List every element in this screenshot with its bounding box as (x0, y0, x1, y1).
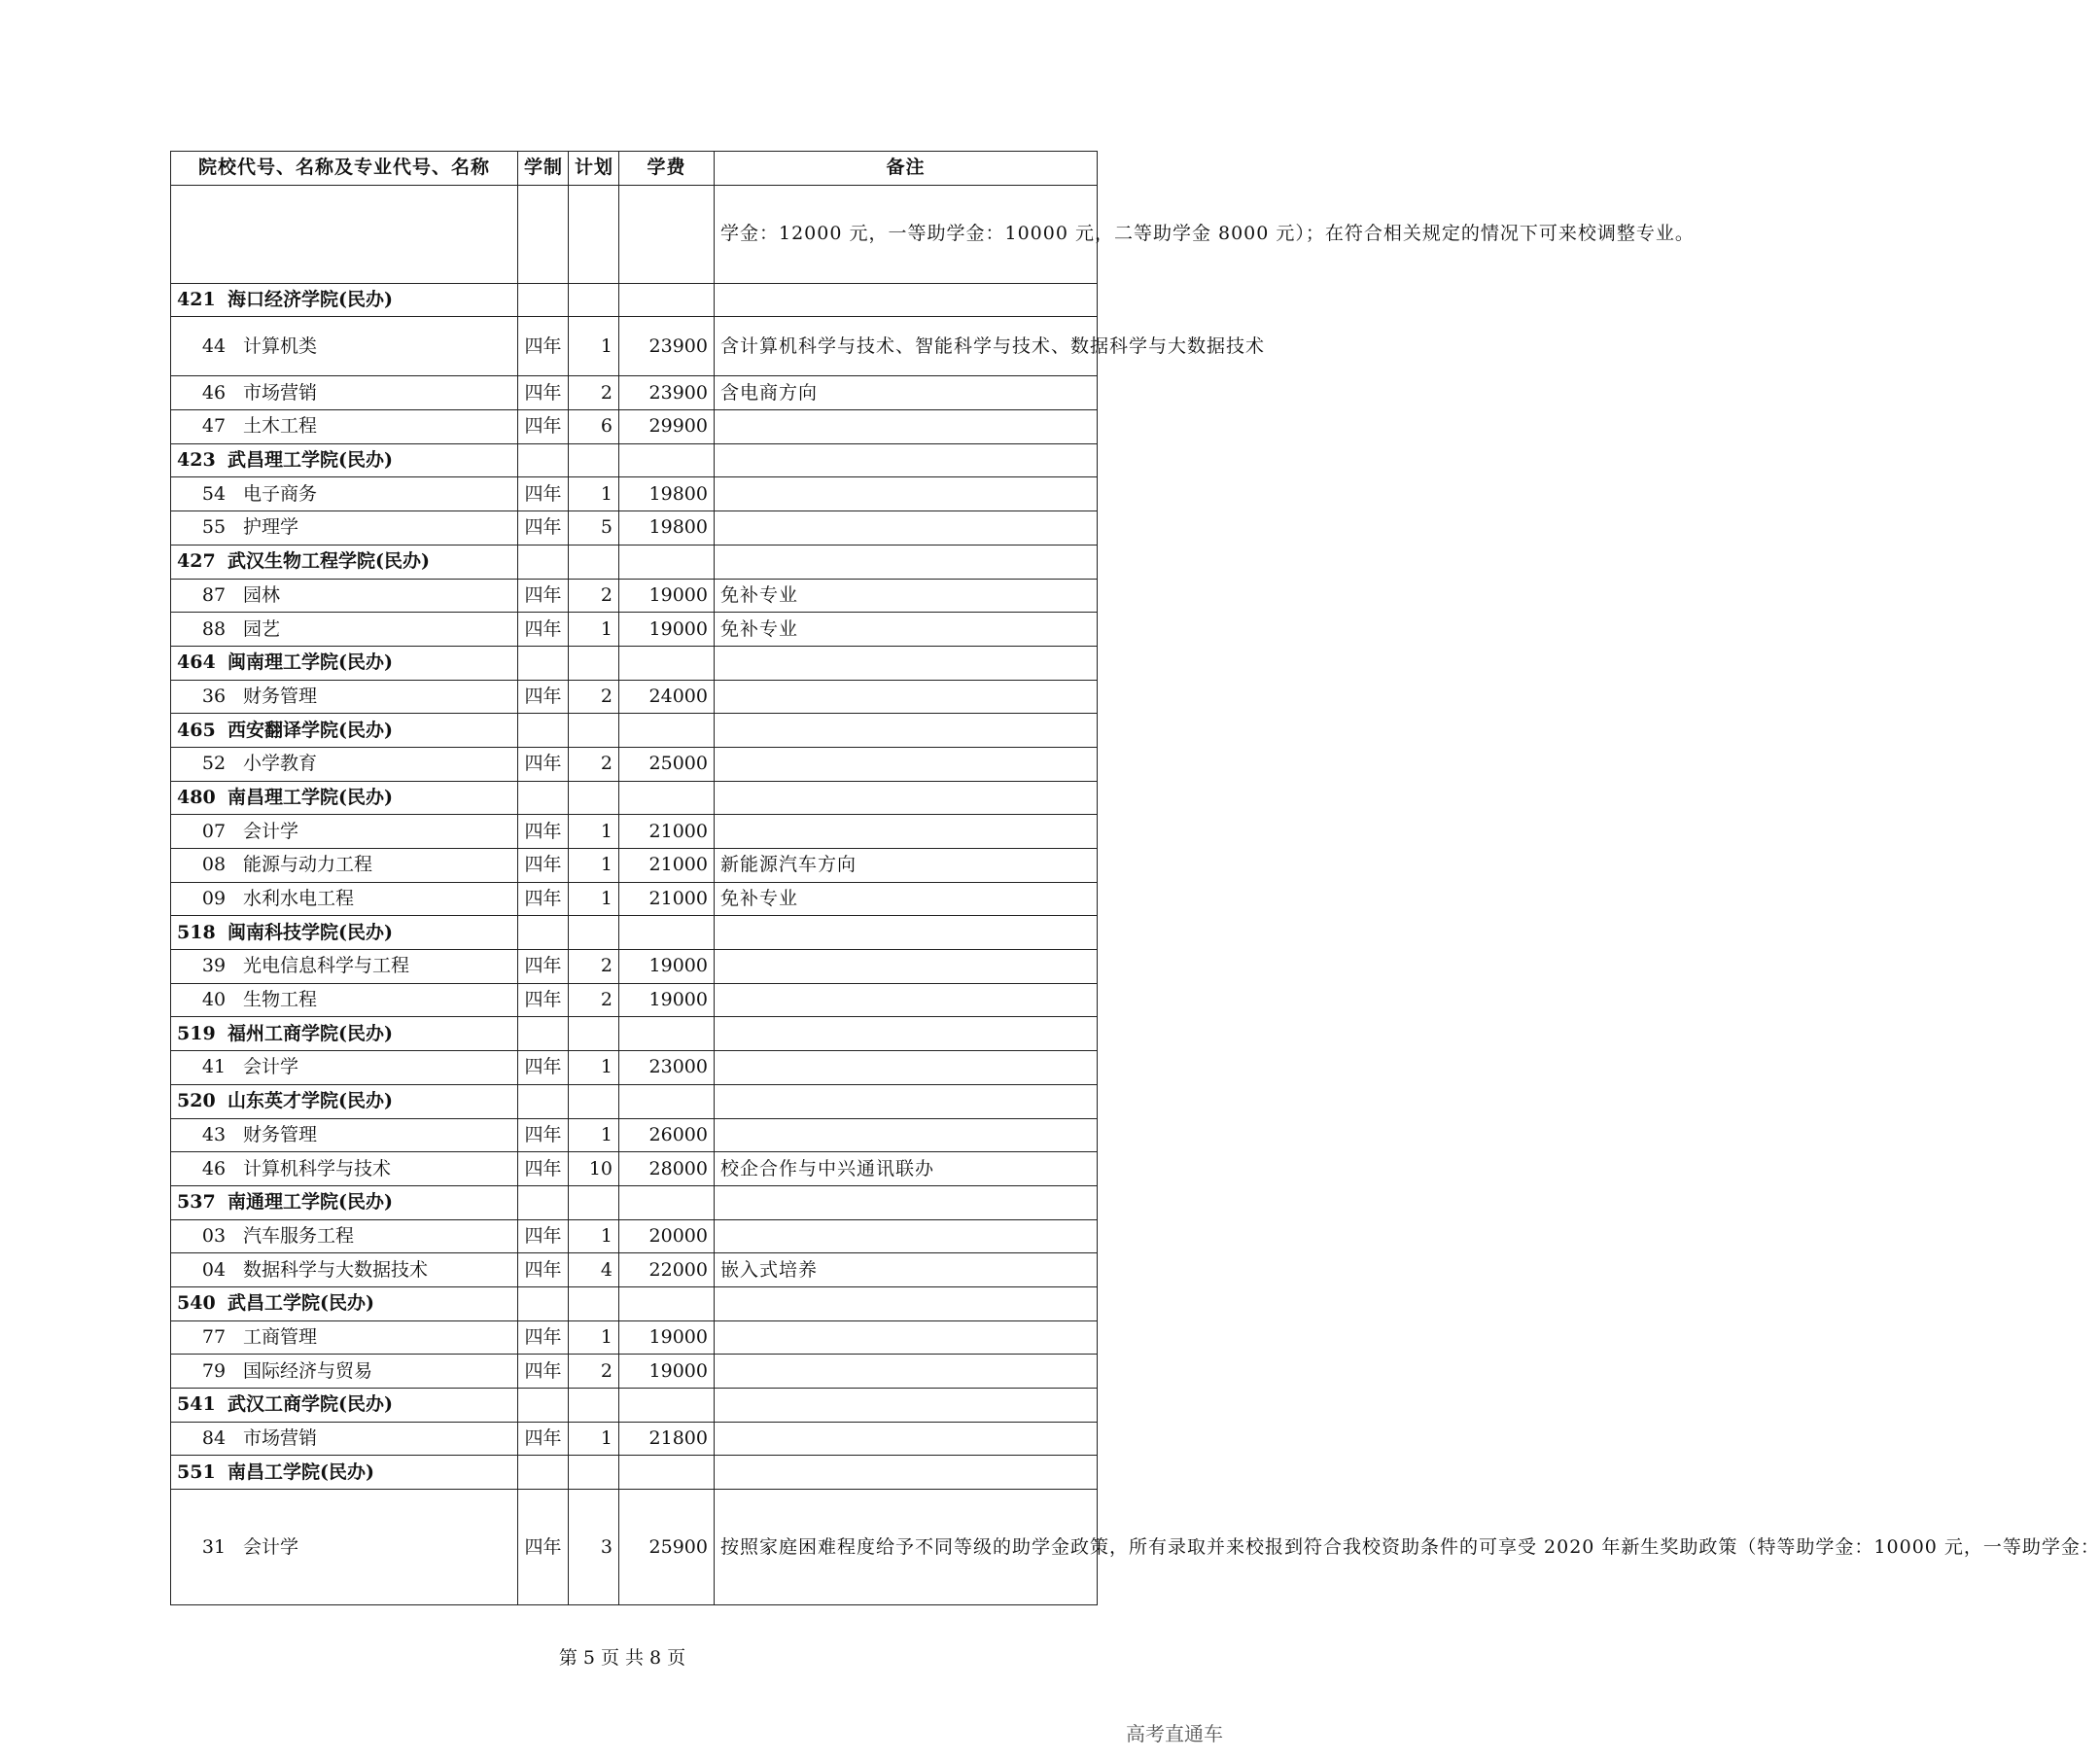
carryover-row (171, 185, 1098, 283)
major-row (171, 1320, 1098, 1355)
major-years: 四年 (518, 747, 569, 781)
major-cell (171, 579, 518, 613)
major-years: 四年 (518, 882, 569, 916)
major-plan: 1 (569, 1051, 619, 1085)
major-note: 校企合作与中兴通讯联办 (715, 1152, 1098, 1186)
major-cell (171, 747, 518, 781)
major-years: 四年 (518, 410, 569, 444)
major-code: 07 (201, 820, 227, 842)
major-row (171, 1118, 1098, 1152)
major-row (171, 376, 1098, 410)
major-name: 数据科学与大数据技术 (243, 1258, 429, 1281)
college-row (171, 1456, 1098, 1490)
major-fee: 29900 (619, 410, 715, 444)
major-note (715, 815, 1098, 849)
major-years: 四年 (518, 511, 569, 546)
major-row (171, 983, 1098, 1017)
major-cell (171, 950, 518, 984)
major-years: 四年 (518, 815, 569, 849)
major-cell (171, 317, 518, 376)
major-note (715, 747, 1098, 781)
major-fee: 19800 (619, 477, 715, 511)
college-cell (171, 545, 518, 579)
major-row (171, 680, 1098, 714)
col-header-system: 学制 (518, 152, 569, 186)
college-cell (171, 781, 518, 815)
college-code: 551 (177, 1461, 216, 1483)
major-cell (171, 1152, 518, 1186)
major-plan: 2 (569, 680, 619, 714)
major-years: 四年 (518, 1422, 569, 1456)
major-note (715, 477, 1098, 511)
major-fee: 23000 (619, 1051, 715, 1085)
major-years: 四年 (518, 849, 569, 883)
major-plan: 1 (569, 1118, 619, 1152)
major-row (171, 579, 1098, 613)
major-fee: 19000 (619, 983, 715, 1017)
major-plan: 10 (569, 1152, 619, 1186)
major-name: 护理学 (243, 516, 299, 539)
major-plan: 4 (569, 1253, 619, 1287)
major-years: 四年 (518, 680, 569, 714)
major-years: 四年 (518, 1219, 569, 1253)
major-row (171, 1422, 1098, 1456)
major-plan: 2 (569, 983, 619, 1017)
major-fee: 19000 (619, 950, 715, 984)
college-name: 海口经济学院(民办) (228, 289, 393, 311)
major-cell (171, 815, 518, 849)
major-plan: 1 (569, 815, 619, 849)
college-code: 520 (177, 1090, 216, 1112)
college-row (171, 646, 1098, 680)
major-cell (171, 1051, 518, 1085)
major-name: 会计学 (243, 820, 299, 842)
major-code: 79 (201, 1359, 227, 1382)
carryover-note: 学金：12000 元，一等助学金：10000 元，二等助学金 8000 元）；在符合相关规定的情况下可来校调整专业。 (715, 185, 1098, 283)
college-name: 南通理工学院(民办) (228, 1191, 393, 1214)
major-code: 31 (201, 1535, 227, 1558)
major-cell (171, 511, 518, 546)
college-row (171, 1084, 1098, 1118)
college-row (171, 443, 1098, 477)
page-footer: 第 5 页 共 8 页 (558, 1647, 686, 1669)
major-years: 四年 (518, 983, 569, 1017)
major-years: 四年 (518, 1051, 569, 1085)
major-name: 财务管理 (243, 685, 318, 707)
major-fee: 25900 (619, 1490, 715, 1605)
major-note: 新能源汽车方向 (715, 849, 1098, 883)
major-row (171, 613, 1098, 647)
college-code: 465 (177, 719, 216, 741)
major-plan: 1 (569, 849, 619, 883)
major-cell (171, 1490, 518, 1605)
college-name: 闽南理工学院(民办) (228, 651, 393, 674)
major-row (171, 317, 1098, 376)
major-fee: 19000 (619, 1355, 715, 1389)
major-cell (171, 376, 518, 410)
college-name: 南昌理工学院(民办) (228, 786, 393, 808)
major-code: 04 (201, 1258, 227, 1281)
major-name: 光电信息科学与工程 (243, 955, 410, 977)
major-code: 46 (201, 381, 227, 404)
major-code: 39 (201, 955, 227, 977)
college-code: 541 (177, 1393, 216, 1416)
major-code: 88 (201, 617, 227, 640)
major-years: 四年 (518, 1490, 569, 1605)
major-years: 四年 (518, 477, 569, 511)
major-row (171, 849, 1098, 883)
major-name: 能源与动力工程 (243, 854, 373, 876)
major-name: 计算机科学与技术 (243, 1157, 392, 1179)
major-row (171, 1355, 1098, 1389)
college-cell (171, 1084, 518, 1118)
major-name: 会计学 (243, 1535, 299, 1558)
major-years: 四年 (518, 317, 569, 376)
college-row (171, 714, 1098, 748)
major-name: 园林 (243, 583, 281, 606)
major-note (715, 680, 1098, 714)
major-code: 55 (201, 516, 227, 539)
major-code: 08 (201, 854, 227, 876)
major-cell (171, 849, 518, 883)
watermark: 高考直通车 (1126, 1722, 1223, 1745)
major-plan: 1 (569, 317, 619, 376)
college-code: 518 (177, 921, 216, 943)
major-plan: 1 (569, 1219, 619, 1253)
major-plan: 3 (569, 1490, 619, 1605)
col-header-fee: 学费 (619, 152, 715, 186)
major-years: 四年 (518, 613, 569, 647)
major-name: 计算机类 (243, 334, 318, 357)
major-code: 52 (201, 753, 227, 775)
college-cell (171, 916, 518, 950)
college-cell (171, 283, 518, 317)
college-name: 武汉工商学院(民办) (228, 1393, 393, 1416)
major-note (715, 1355, 1098, 1389)
major-years: 四年 (518, 1118, 569, 1152)
major-row (171, 1152, 1098, 1186)
major-name: 生物工程 (243, 989, 318, 1011)
major-fee: 23900 (619, 376, 715, 410)
major-name: 市场营销 (243, 1427, 318, 1450)
major-name: 国际经济与贸易 (243, 1359, 373, 1382)
major-fee: 25000 (619, 747, 715, 781)
major-fee: 19000 (619, 1320, 715, 1355)
major-note (715, 983, 1098, 1017)
major-code: 84 (201, 1427, 227, 1450)
major-note (715, 1320, 1098, 1355)
major-code: 09 (201, 888, 227, 910)
major-plan: 1 (569, 882, 619, 916)
major-note (715, 950, 1098, 984)
major-cell (171, 1422, 518, 1456)
major-name: 汽车服务工程 (243, 1224, 355, 1247)
college-cell (171, 1286, 518, 1320)
major-code: 44 (201, 334, 227, 357)
college-name: 闽南科技学院(民办) (228, 921, 393, 943)
major-note: 免补专业 (715, 579, 1098, 613)
major-row (171, 1253, 1098, 1287)
major-cell (171, 1355, 518, 1389)
college-code: 427 (177, 550, 216, 573)
major-note: 按照家庭困难程度给予不同等级的助学金政策，所有录取并来校报到符合我校资助条件的可享受 2020 年新生奖助政策（特等助学金：10000 元，一等助学金： (715, 1490, 1098, 1605)
college-code: 540 (177, 1292, 216, 1315)
college-name: 武昌理工学院(民办) (228, 449, 393, 472)
major-code: 36 (201, 685, 227, 707)
major-note (715, 1118, 1098, 1152)
major-fee: 21800 (619, 1422, 715, 1456)
major-name: 工商管理 (243, 1325, 318, 1348)
major-row (171, 1490, 1098, 1605)
college-row (171, 781, 1098, 815)
major-years: 四年 (518, 1320, 569, 1355)
major-row (171, 747, 1098, 781)
major-fee: 20000 (619, 1219, 715, 1253)
admission-plan-table (170, 151, 2100, 1605)
major-plan: 2 (569, 579, 619, 613)
major-row (171, 477, 1098, 511)
major-name: 电子商务 (243, 482, 318, 505)
major-name: 园艺 (243, 617, 281, 640)
major-name: 土木工程 (243, 415, 318, 438)
major-cell (171, 1118, 518, 1152)
college-cell (171, 646, 518, 680)
major-years: 四年 (518, 1152, 569, 1186)
college-row (171, 1286, 1098, 1320)
major-fee: 19000 (619, 579, 715, 613)
major-row (171, 410, 1098, 444)
major-years: 四年 (518, 1253, 569, 1287)
major-cell (171, 1253, 518, 1287)
college-name: 南昌工学院(民办) (228, 1461, 374, 1483)
major-note (715, 511, 1098, 546)
college-cell (171, 714, 518, 748)
major-note: 免补专业 (715, 882, 1098, 916)
major-code: 41 (201, 1056, 227, 1078)
major-note (715, 1219, 1098, 1253)
major-years: 四年 (518, 579, 569, 613)
major-fee: 21000 (619, 849, 715, 883)
major-plan: 1 (569, 1320, 619, 1355)
major-code: 46 (201, 1157, 227, 1179)
college-name: 西安翻译学院(民办) (228, 719, 393, 741)
college-name: 武汉生物工程学院(民办) (228, 550, 430, 573)
college-cell (171, 443, 518, 477)
major-fee: 24000 (619, 680, 715, 714)
major-plan: 2 (569, 376, 619, 410)
major-cell (171, 613, 518, 647)
college-code: 537 (177, 1191, 216, 1214)
college-row (171, 545, 1098, 579)
major-plan: 2 (569, 1355, 619, 1389)
major-plan: 5 (569, 511, 619, 546)
college-row (171, 283, 1098, 317)
major-fee: 21000 (619, 815, 715, 849)
major-years: 四年 (518, 376, 569, 410)
major-years: 四年 (518, 1355, 569, 1389)
major-note (715, 410, 1098, 444)
major-code: 47 (201, 415, 227, 438)
col-header-name: 院校代号、名称及专业代号、名称 (171, 152, 518, 186)
major-name: 财务管理 (243, 1123, 318, 1145)
major-cell (171, 882, 518, 916)
college-row (171, 1389, 1098, 1423)
college-row (171, 1185, 1098, 1219)
major-code: 40 (201, 989, 227, 1011)
major-code: 03 (201, 1224, 227, 1247)
major-name: 市场营销 (243, 381, 318, 404)
college-row (171, 916, 1098, 950)
major-name: 小学教育 (243, 753, 318, 775)
major-fee: 23900 (619, 317, 715, 376)
major-cell (171, 477, 518, 511)
major-cell (171, 1219, 518, 1253)
major-name: 会计学 (243, 1056, 299, 1078)
major-note (715, 1422, 1098, 1456)
major-code: 77 (201, 1325, 227, 1348)
college-cell (171, 1185, 518, 1219)
major-plan: 1 (569, 477, 619, 511)
major-years: 四年 (518, 950, 569, 984)
major-note: 嵌入式培养 (715, 1253, 1098, 1287)
major-fee: 26000 (619, 1118, 715, 1152)
major-name: 水利水电工程 (243, 888, 355, 910)
table-header-row (171, 152, 1098, 186)
major-cell (171, 1320, 518, 1355)
major-fee: 19000 (619, 613, 715, 647)
major-cell (171, 680, 518, 714)
major-note: 免补专业 (715, 613, 1098, 647)
table-body (171, 185, 2100, 1604)
major-code: 54 (201, 482, 227, 505)
major-row (171, 815, 1098, 849)
major-fee: 19800 (619, 511, 715, 546)
major-note (715, 1051, 1098, 1085)
major-plan: 1 (569, 613, 619, 647)
major-code: 43 (201, 1123, 227, 1145)
major-row (171, 511, 1098, 546)
college-name: 武昌工学院(民办) (228, 1292, 374, 1315)
major-row (171, 1051, 1098, 1085)
college-code: 480 (177, 786, 216, 808)
college-row (171, 1017, 1098, 1051)
college-cell (171, 1017, 518, 1051)
major-fee: 28000 (619, 1152, 715, 1186)
major-cell (171, 983, 518, 1017)
college-code: 464 (177, 651, 216, 674)
major-code: 87 (201, 583, 227, 606)
college-cell (171, 1389, 518, 1423)
major-plan: 1 (569, 1422, 619, 1456)
major-plan: 6 (569, 410, 619, 444)
major-note: 含计算机科学与技术、智能科学与技术、数据科学与大数据技术 (715, 317, 1098, 376)
major-row (171, 1219, 1098, 1253)
major-plan: 2 (569, 747, 619, 781)
college-code: 423 (177, 449, 216, 472)
college-code: 421 (177, 289, 216, 311)
college-name: 山东英才学院(民办) (228, 1090, 393, 1112)
col-header-plan: 计划 (569, 152, 619, 186)
major-fee: 21000 (619, 882, 715, 916)
major-cell (171, 410, 518, 444)
col-header-note: 备注 (715, 152, 1098, 186)
major-row (171, 950, 1098, 984)
major-plan: 2 (569, 950, 619, 984)
major-fee: 22000 (619, 1253, 715, 1287)
college-code: 519 (177, 1022, 216, 1044)
college-cell (171, 1456, 518, 1490)
major-row (171, 882, 1098, 916)
major-note: 含电商方向 (715, 376, 1098, 410)
college-name: 福州工商学院(民办) (228, 1022, 393, 1044)
